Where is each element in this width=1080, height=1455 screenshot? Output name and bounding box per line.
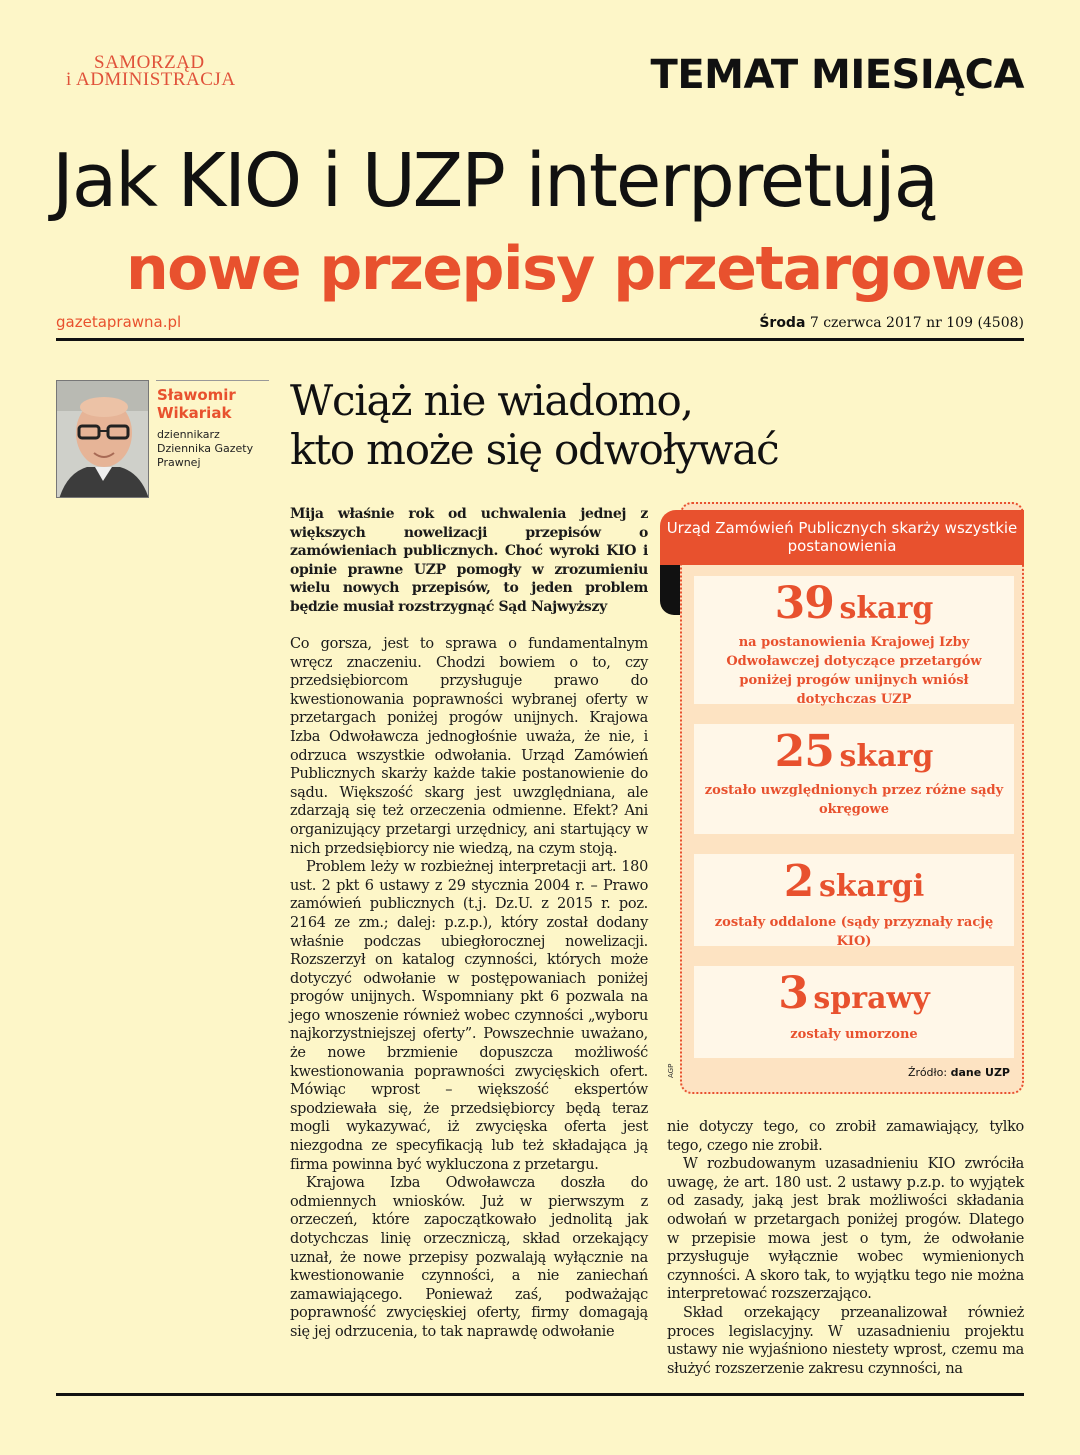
graphic-credit: AGP xyxy=(667,1063,675,1078)
dateline xyxy=(759,315,1024,331)
stat-description: zostało uwzględnionych przez różne sądy okręgowe xyxy=(704,783,1004,817)
author-role-line: Dziennika Gazety xyxy=(157,442,254,455)
stat-unit: skarg xyxy=(839,739,934,774)
publication-logo xyxy=(66,54,236,88)
paragraph: Problem leży w rozbieżnej interpretacji art. 180 ust. 2 pkt 6 ustawy z 29 stycznia 2004 r. – Prawo zamówień publicznych (t.j. Dz.U. z 2015 r. poz. 2164 ze zm.; dalej: p.z.p.), który został dodany właśnie podczas ubiegłorocznej nowelizacji. Rozszerzył on katalog czynności, których może dotyczyć odwołanie w postępowaniach poniżej progów unijnych. Wspomniany pkt 6 pozwala na jego wnoszenie również wobec czynności „wyboru najkorzystniejszej oferty”. Powszechnie uważano, że nowe brzmienie dopuszcza możliwość kwestionowania poprawności zwycięskich ofert. Mówiąc wprost – większość ekspertów spodziewała się, że przedsiębiorcy będą teraz mogli wykazywać, iż zwycięska oferta jest niezgodna ze specyfikacją lub też składająca ją firma powinna być wykluczona z przetargu. xyxy=(290,859,648,1173)
stat-card xyxy=(694,576,1014,707)
logo-line-1: SAMORZĄD xyxy=(94,52,205,73)
logo-line-2: i ADMINISTRACJA xyxy=(66,69,236,90)
stat-number: 2 xyxy=(783,856,814,907)
author-first-name: Sławomir xyxy=(157,386,236,404)
author-role xyxy=(157,428,253,470)
stat-description: na postanowienia Krajowej Izby Odwoławczej dotyczące przetargów poniżej progów unijnych wniósł dotychczas UZP xyxy=(726,635,982,707)
paragraph: Krajowa Izba Odwoławcza doszła do odmiennych wniosków. Już w pierwszym z orzeczeń, które zapoczątkowało jednolitą jak dotychczas linię orzeczniczą, skład orzekający uznał, że nowe przepisy pozwalają wyłącznie na kwestionowanie czynności, a nie zaniechań zamawiającego. Ponieważ zaś, podważając poprawność zwycięskiej oferty, firmy domagają się jej odrzucenia, to tak naprawdę odwołanie xyxy=(290,1175,648,1340)
author-last-name: Wikariak xyxy=(157,404,232,422)
stat-value xyxy=(694,578,1014,629)
section-title: TEMAT MIESIĄCA xyxy=(650,52,1024,98)
stat-card xyxy=(694,966,1014,1058)
weekday: Środa xyxy=(759,315,806,331)
paragraph: nie dotyczy tego, co zrobił zamawiający, tylko tego, czego nie zrobił. xyxy=(667,1119,1024,1154)
stat-description: zostały oddalone (sądy przyznały rację KIO) xyxy=(714,915,994,949)
paragraph: W rozbudowanym uzasadnieniu KIO zwróciła uwagę, że art. 180 ust. 2 ustawy p.z.p. to wyjątek od zasady, jaką jest brak możliwości składania odwołań w przetargach poniżej progów. Dlatego w przepisie mowa jest o tym, że odwołanie przysługuje wyłącznie wobec wymienionych czynności. A skoro tak, to wyjątku tego nie można interpretować rozszerzająco. xyxy=(667,1156,1024,1303)
source-label: Źródło: xyxy=(908,1066,948,1079)
article-lead: Mija właśnie rok od uchwalenia jednej z większych nowelizacji przepisów o zamówieniach publicznych. Choć wyroki KIO i opinie prawne UZP pomogły w zrozumieniu wielu nowych przepisów, to jeden problem będzie musiał rozstrzygnąć Sąd Najwyższy xyxy=(290,506,648,615)
header-divider xyxy=(56,338,1024,341)
article-column-1 xyxy=(290,635,648,1342)
infobox-source xyxy=(908,1066,1010,1079)
author-divider xyxy=(156,380,269,381)
author-name xyxy=(157,386,236,422)
author-role-line: Prawnej xyxy=(157,456,201,469)
date-issue: 7 czerwca 2017 nr 109 (4508) xyxy=(809,315,1024,331)
stat-number: 3 xyxy=(778,968,808,1019)
stat-value xyxy=(694,968,1014,1019)
paragraph: Co gorsza, jest to sprawa o fundamentalnym wręcz znaczeniu. Chodzi bowiem o to, czy przedsiębiorcom przysługuje prawo do kwestionowania poprawności wybranej oferty w przetargach poniżej progów unijnych. Krajowa Izba Odwoławcza jednogłośnie uważa, że nie, i odrzuca wszystkie odwołania. Urząd Zamówień Publicznych skarży każde takie postanowienie do sądu. Większość skarg jest uwzględniana, ale zdarzają się też orzeczenia odmienne. Efekt? Ani organizujący przetargi urzędnicy, ani startujący w nich przedsiębiorcy nie wiedzą, na czym stoją. xyxy=(290,636,648,857)
article-title xyxy=(290,376,778,474)
stat-value xyxy=(694,726,1014,777)
footer-divider xyxy=(56,1393,1024,1396)
headline-line-2: nowe przepisy przetargowe xyxy=(125,234,1024,304)
headline-line-1: Jak KIO i UZP interpretują xyxy=(52,138,937,224)
stat-card xyxy=(694,854,1014,949)
article-title-line-2: kto może się odwoływać xyxy=(290,425,779,474)
infobox-tab xyxy=(660,565,680,615)
article-title-line-1: Wciąż nie wiadomo, xyxy=(290,376,693,425)
author-portrait-icon xyxy=(57,381,149,498)
stat-description: zostały umorzone xyxy=(790,1027,918,1042)
author-photo xyxy=(56,380,149,498)
infobox-heading: Urząd Zamówień Publicznych skarży wszystkie postanowienia xyxy=(660,510,1024,565)
stat-unit: skargi xyxy=(818,869,925,904)
article-column-2 xyxy=(667,1118,1024,1378)
stat-unit: sprawy xyxy=(813,981,930,1016)
author-role-line: dziennikarz xyxy=(157,428,220,441)
website-link[interactable]: gazetaprawna.pl xyxy=(56,313,182,331)
paragraph: Skład orzekający przeanalizował również proces legislacyjny. W uzasadnieniu projektu ustawy nie wyjaśniono niestety wprost, czemu ma służyć rozszerzenie zakresu czynności, na xyxy=(667,1304,1024,1377)
stat-unit: skarg xyxy=(839,591,934,626)
source-value: dane UZP xyxy=(950,1066,1010,1079)
stat-number: 25 xyxy=(774,726,834,777)
stat-card xyxy=(694,724,1014,834)
stat-value xyxy=(694,856,1014,907)
stat-number: 39 xyxy=(774,578,834,629)
